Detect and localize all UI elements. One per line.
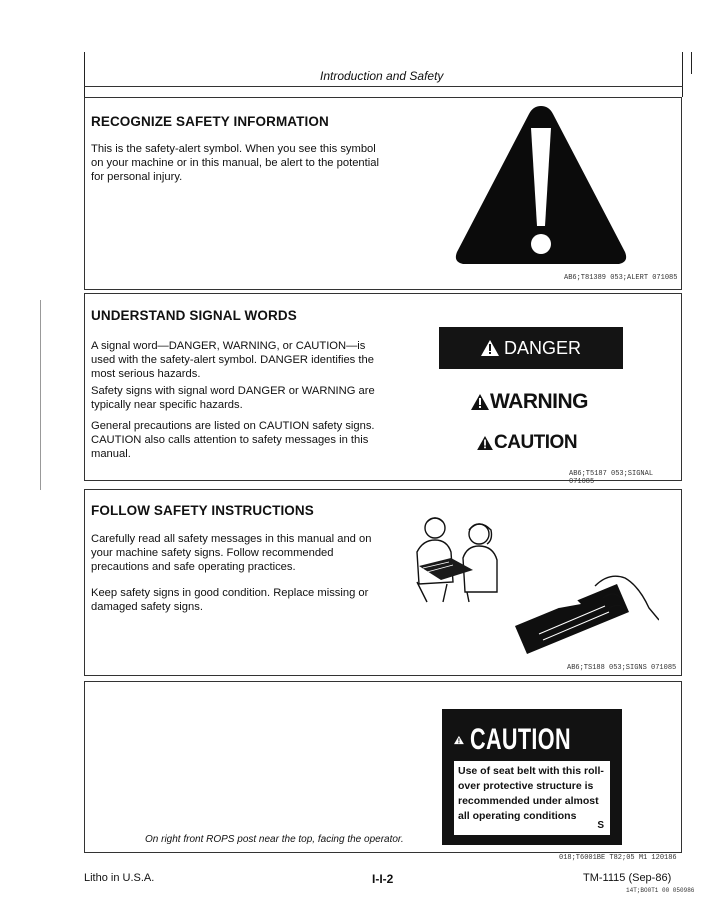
caution-decal-line: over protective structure is — [458, 780, 594, 792]
section-paragraph: This is the safety-alert symbol. When you see this symbol on your machine or in this manual, be alert to the potential for personal injury. — [91, 143, 379, 184]
danger-sign — [439, 327, 623, 369]
footer-manual-id: TM-1115 (Sep-86) — [583, 872, 672, 884]
figure-code: AB6;T5187 053;SIGNAL 071085 — [569, 470, 654, 486]
caution-decal-line: all operating conditions — [458, 810, 577, 822]
section-signal-words — [84, 293, 682, 486]
section-title: RECOGNIZE SAFETY INFORMATION — [91, 114, 329, 129]
warning-sign — [471, 390, 588, 414]
caution-decal-line: Use of seat belt with this roll- — [458, 765, 604, 777]
safety-alert-symbol-icon — [453, 102, 629, 268]
page-header-title: Introduction and Safety — [320, 69, 444, 83]
section-title: UNDERSTAND SIGNAL WORDS — [91, 308, 297, 323]
alert-triangle-icon — [477, 436, 493, 450]
figure-code: AB6;TS188 053;SIGNS 071085 — [567, 664, 677, 672]
binding-mark — [40, 300, 41, 490]
section-follow-instructions — [84, 489, 682, 676]
caution-decal-header — [454, 715, 610, 765]
alert-triangle-icon — [454, 723, 464, 757]
caution-decal-letter: S — [597, 820, 604, 831]
section-paragraph: A signal word—DANGER, WARNING, or CAUTION—is used with the safety-alert symbol. DANGER identifies the most serious hazards. — [91, 340, 374, 381]
figure-code: 018;T6001BE T82;05 M1 120186 — [559, 854, 677, 862]
section-paragraph: Keep safety signs in good condition. Replace missing or damaged safety signs. — [91, 587, 369, 614]
section-paragraph: Carefully read all safety messages in this manual and on your machine safety signs. Follow recommended precautions and safe operating practices. — [91, 533, 372, 574]
right-margin-rule — [682, 52, 683, 97]
rops-caution-decal — [442, 709, 622, 845]
footer-litho: Litho in U.S.A. — [84, 872, 155, 884]
left-margin-rule — [84, 52, 85, 97]
people-reading-manual-illustration — [407, 512, 509, 604]
caution-decal-message — [454, 761, 610, 835]
caution-decal-line: recommended under almost — [458, 795, 599, 807]
alert-triangle-icon — [471, 394, 489, 410]
footer-code: 14T;BO0T1 00 050986 — [626, 887, 695, 894]
warning-label: WARNING — [490, 390, 588, 413]
header-rule — [84, 86, 683, 87]
caution-decal-heading: CAUTION — [469, 723, 571, 756]
decal-location-caption: On right front ROPS post near the top, facing the operator. — [145, 834, 404, 845]
footer-page-number: I-I-2 — [372, 872, 394, 886]
safety-decal-hand-illustration — [509, 568, 659, 660]
alert-triangle-icon — [481, 340, 499, 356]
outer-margin-rule — [691, 52, 692, 74]
section-paragraph: General precautions are listed on CAUTION safety signs. CAUTION also calls attention to safety messages in this manual. — [91, 420, 375, 461]
section-paragraph: Safety signs with signal word DANGER or WARNING are typically near specific hazards. — [91, 385, 375, 412]
section-recognize-safety — [84, 97, 682, 290]
caution-label: CAUTION — [494, 432, 578, 453]
caution-sign-small — [477, 432, 577, 454]
danger-label: DANGER — [503, 337, 581, 358]
section-title: FOLLOW SAFETY INSTRUCTIONS — [91, 503, 314, 518]
figure-code: AB6;T81389 053;ALERT 071085 — [564, 274, 678, 282]
